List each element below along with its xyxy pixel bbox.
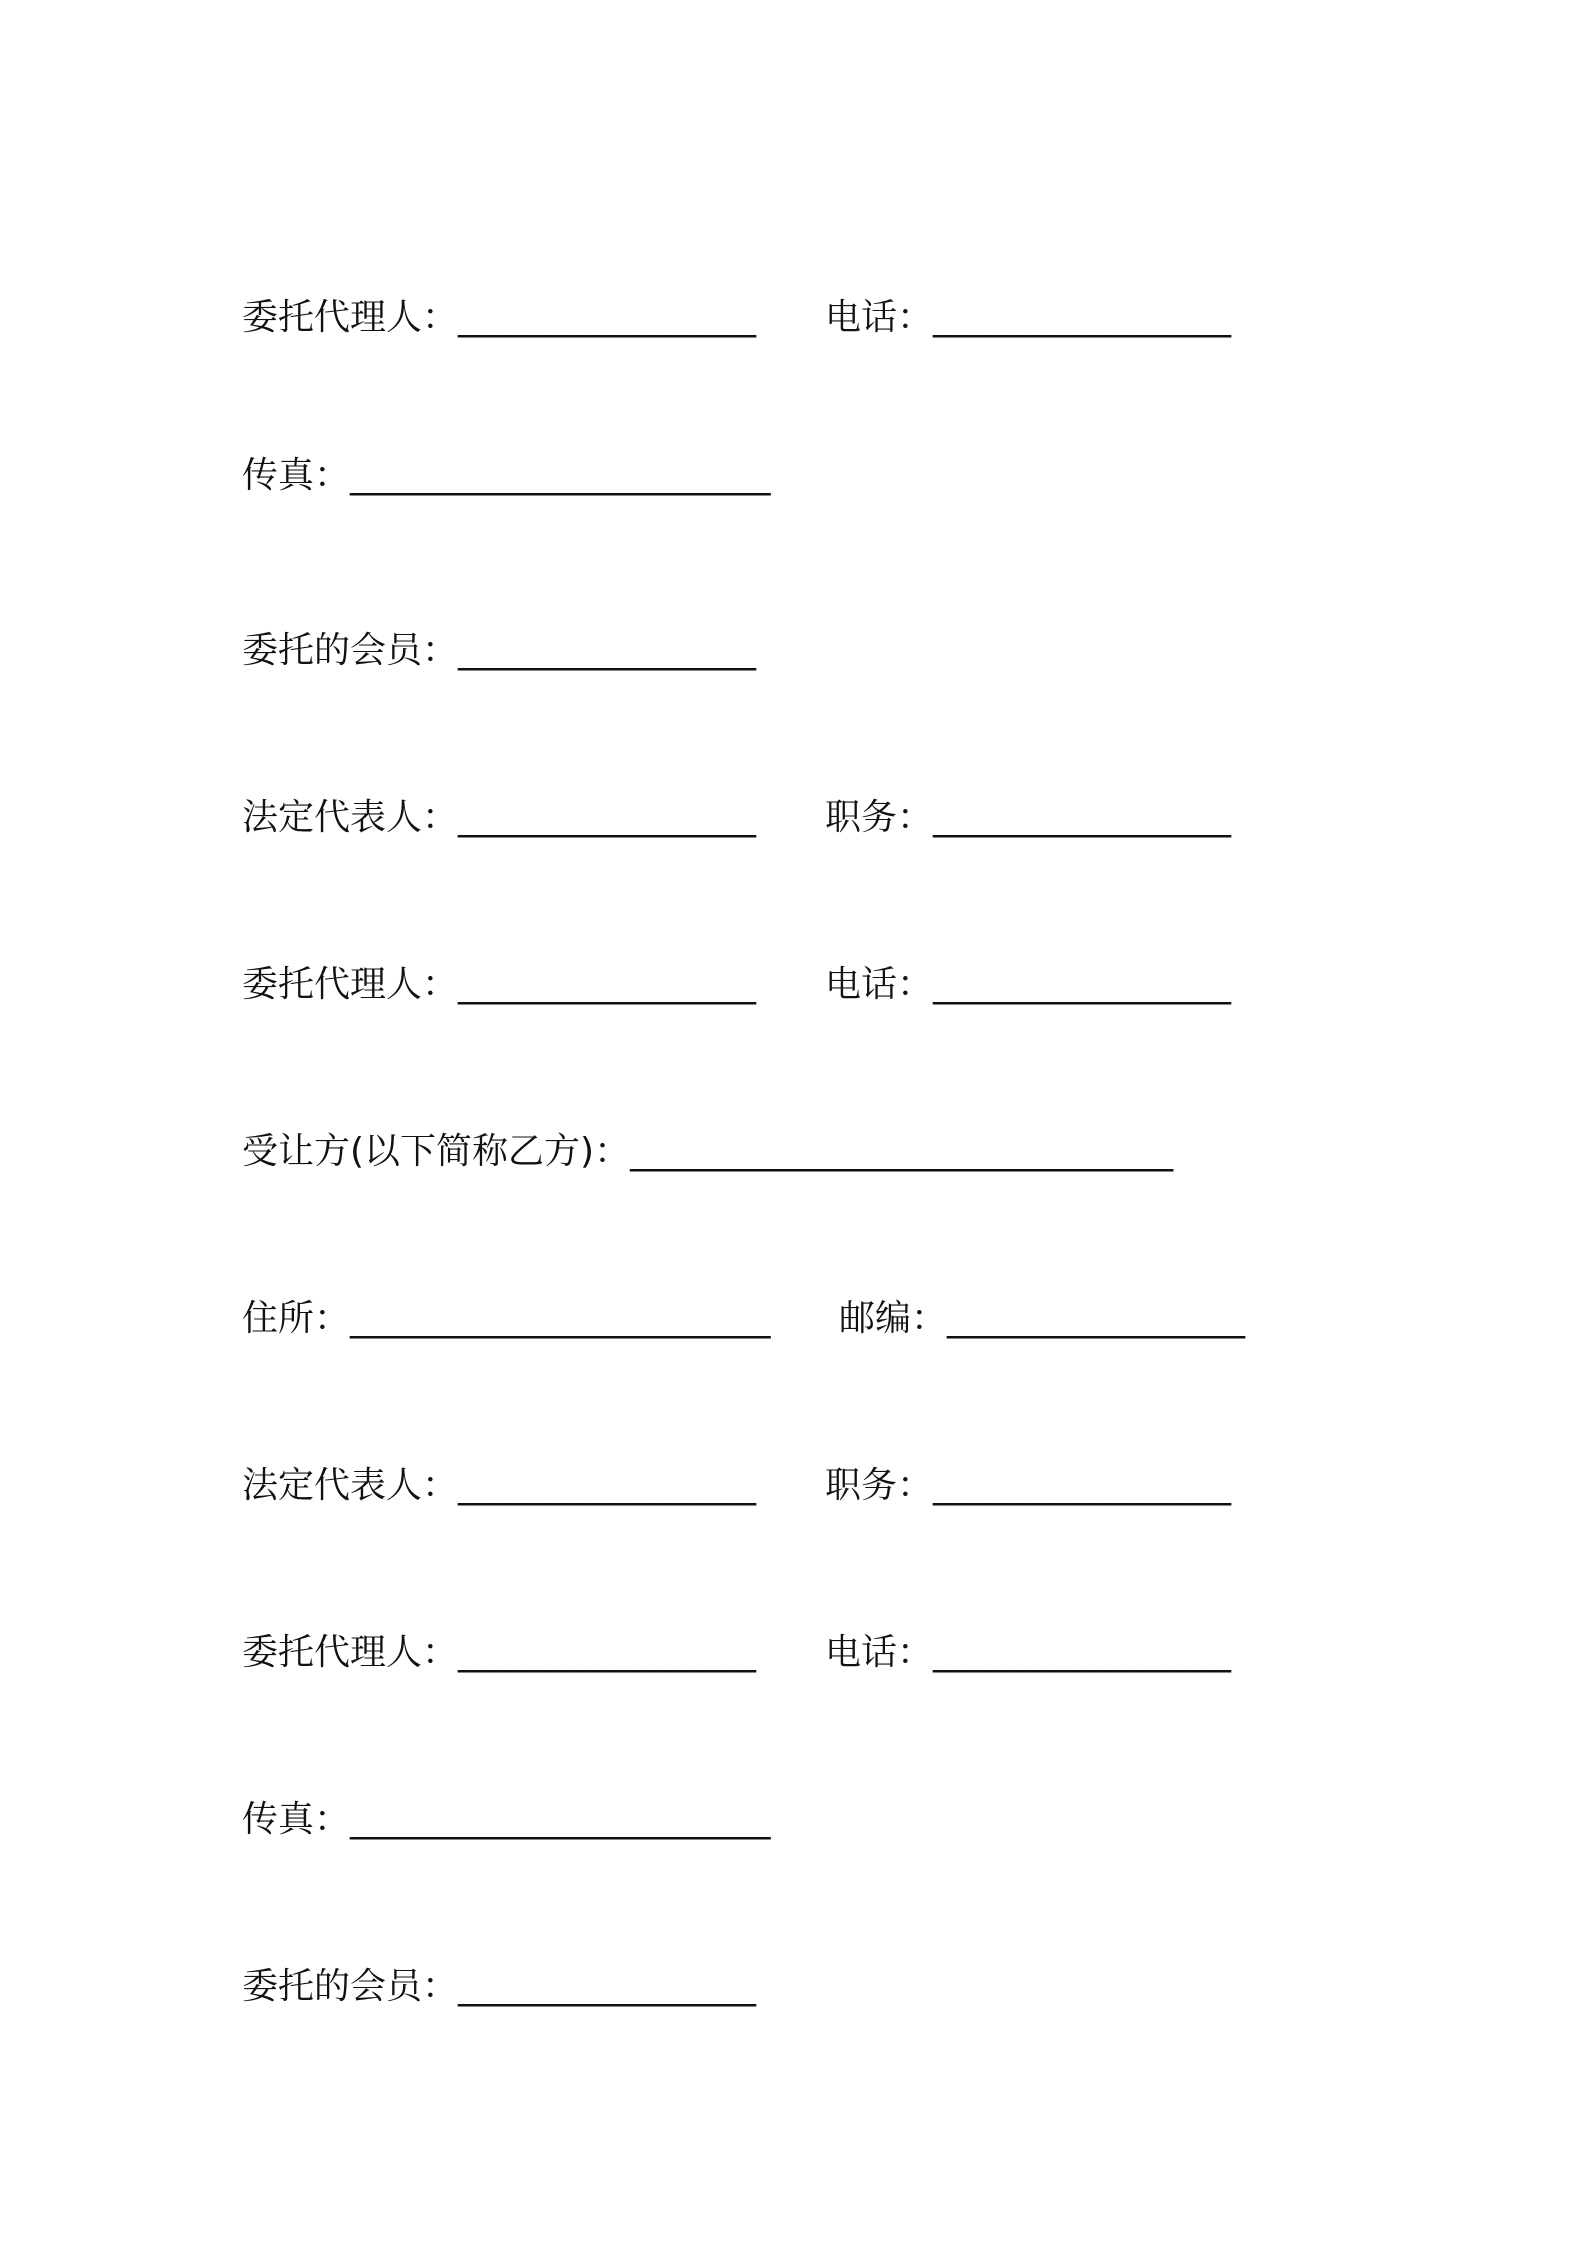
postcode-label: 邮编：	[839, 1298, 948, 1339]
phone-label: 电话：	[825, 964, 934, 1005]
form-row	[242, 1795, 1392, 1845]
form-row	[242, 793, 1392, 843]
fax-field	[242, 451, 770, 501]
fax-field	[242, 1795, 770, 1845]
entrusted-member-field	[242, 626, 756, 676]
phone-label: 电话：	[825, 1632, 934, 1673]
entrusted-member-field	[242, 1962, 756, 2012]
form-row	[242, 1294, 1392, 1344]
form-row	[242, 960, 1392, 1010]
legal-representative-blank[interactable]: _________________	[458, 1465, 756, 1506]
entrusted-member-label: 委托的会员：	[242, 630, 459, 671]
form-row	[242, 451, 1392, 501]
entrusted-member-label: 委托的会员：	[242, 1966, 459, 2007]
domicile-label: 住所：	[242, 1298, 351, 1339]
position-field	[825, 1461, 1231, 1511]
agent-field	[242, 293, 756, 343]
phone-field	[825, 960, 1231, 1010]
legal-representative-label: 法定代表人：	[242, 1465, 459, 1506]
transferee-label: 受让方(以下简称乙方)：	[242, 1131, 631, 1172]
phone-label: 电话：	[825, 297, 934, 338]
legal-representative-label: 法定代表人：	[242, 797, 459, 838]
entrusted-member-blank[interactable]: _________________	[458, 1966, 756, 2007]
position-field	[825, 793, 1231, 843]
legal-representative-blank[interactable]: _________________	[458, 797, 756, 838]
legal-representative-field	[242, 1461, 756, 1511]
fax-label: 传真：	[242, 455, 351, 496]
agent-blank[interactable]: _________________	[458, 297, 756, 338]
form-row	[242, 626, 1392, 676]
form-row	[242, 1461, 1392, 1511]
position-blank[interactable]: _________________	[933, 797, 1231, 838]
agent-blank[interactable]: _________________	[458, 1632, 756, 1673]
phone-blank[interactable]: _________________	[933, 297, 1231, 338]
phone-blank[interactable]: _________________	[933, 964, 1231, 1005]
phone-blank[interactable]: _________________	[933, 1632, 1231, 1673]
agent-blank[interactable]: _________________	[458, 964, 756, 1005]
position-label: 职务：	[825, 797, 934, 838]
form-row	[242, 1127, 1392, 1177]
domicile-blank[interactable]: ________________________	[350, 1298, 771, 1339]
transferee-blank[interactable]: _______________________________	[630, 1131, 1173, 1172]
agent-label: 委托代理人：	[242, 964, 459, 1005]
form-row	[242, 1962, 1392, 2012]
position-blank[interactable]: _________________	[933, 1465, 1231, 1506]
postcode-field	[839, 1294, 1245, 1344]
agent-field	[242, 1628, 756, 1678]
form-row	[242, 293, 1392, 343]
agent-label: 委托代理人：	[242, 1632, 459, 1673]
agent-field	[242, 960, 756, 1010]
fax-blank[interactable]: ________________________	[350, 1799, 771, 1840]
transferee-field	[242, 1127, 1173, 1177]
phone-field	[825, 293, 1231, 343]
fax-blank[interactable]: ________________________	[350, 455, 771, 496]
position-label: 职务：	[825, 1465, 934, 1506]
domicile-field	[242, 1294, 770, 1344]
form-row	[242, 1628, 1392, 1678]
fax-label: 传真：	[242, 1799, 351, 1840]
phone-field	[825, 1628, 1231, 1678]
legal-representative-field	[242, 793, 756, 843]
postcode-blank[interactable]: _________________	[947, 1298, 1245, 1339]
entrusted-member-blank[interactable]: _________________	[458, 630, 756, 671]
agent-label: 委托代理人：	[242, 297, 459, 338]
